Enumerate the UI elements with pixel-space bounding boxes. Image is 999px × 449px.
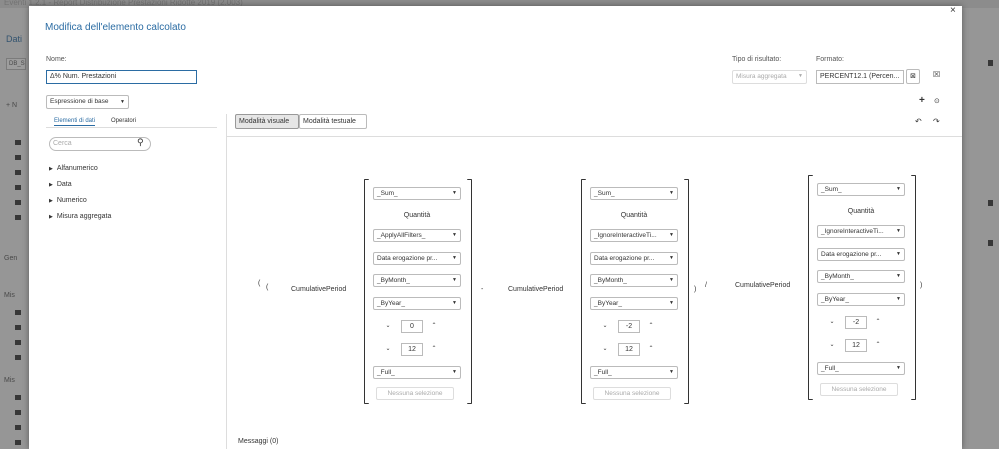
- close-icon[interactable]: ×: [950, 5, 956, 16]
- filter-select-value: _IgnoreInteractiveTi...: [594, 232, 657, 239]
- measure-label[interactable]: Quantità: [403, 212, 431, 219]
- scope-select[interactable]: [373, 366, 461, 379]
- chevron-down-icon: ▼: [669, 190, 674, 196]
- expression-type-value: Espressione di base: [50, 98, 109, 105]
- tab-visual-mode[interactable]: Modalità visuale: [235, 114, 299, 129]
- filter-select[interactable]: [817, 225, 905, 238]
- aggregation-select[interactable]: [373, 187, 461, 200]
- tree-item-date[interactable]: [49, 181, 72, 188]
- operator-divide[interactable]: /: [705, 282, 707, 289]
- offset-stepper-value[interactable]: -2: [618, 320, 640, 333]
- aggregation-select-value: _Sum_: [821, 186, 842, 193]
- chevron-down-icon: ▼: [798, 73, 803, 79]
- increment-icon[interactable]: ⌃: [875, 342, 881, 348]
- filter-select-value: _IgnoreInteractiveTi...: [821, 228, 884, 235]
- no-selection-field[interactable]: Nessuna selezione: [820, 383, 898, 396]
- period-select-value: _ByMonth_: [821, 273, 854, 280]
- aggregation-select-value: _Sum_: [594, 190, 615, 197]
- decrement-icon[interactable]: ⌄: [829, 342, 835, 348]
- edit-calculated-item-dialog: [29, 6, 962, 449]
- chevron-down-icon: ▼: [452, 300, 457, 306]
- chevron-down-icon: ▼: [896, 186, 901, 192]
- date-item-select[interactable]: [817, 248, 905, 261]
- expand-icon: ▶: [49, 166, 53, 172]
- info-icon[interactable]: ⊙: [934, 98, 940, 105]
- offset-stepper: [827, 316, 897, 329]
- increment-icon[interactable]: ⌃: [648, 323, 654, 329]
- year-select-value: _ByYear_: [821, 296, 849, 303]
- period-select[interactable]: [373, 274, 461, 287]
- undo-icon[interactable]: ↶: [915, 117, 922, 126]
- dialog-title: Modifica dell'elemento calcolato: [45, 22, 186, 33]
- bracket-left: [581, 179, 586, 404]
- tree-item-aggregate-measure[interactable]: [49, 213, 111, 220]
- scope-select-value: _Full_: [377, 369, 395, 376]
- tree-item-label: Misura aggregata: [56, 213, 112, 220]
- period-select-value: _ByMonth_: [377, 277, 410, 284]
- year-select[interactable]: [590, 297, 678, 310]
- search-placeholder: Cerca: [53, 140, 72, 147]
- no-selection-field[interactable]: Nessuna selezione: [593, 387, 671, 400]
- filter-select[interactable]: [373, 229, 461, 242]
- bracket-right: [911, 175, 916, 400]
- aggregation-select[interactable]: [590, 187, 678, 200]
- redo-icon[interactable]: ↷: [933, 117, 940, 126]
- decrement-icon[interactable]: ⌄: [829, 319, 835, 325]
- chevron-down-icon: ▼: [452, 277, 457, 283]
- add-icon[interactable]: +: [919, 95, 925, 106]
- chevron-down-icon: ▼: [896, 273, 901, 279]
- measure-label[interactable]: Quantità: [620, 212, 648, 219]
- scope-select[interactable]: [590, 366, 678, 379]
- chevron-down-icon: ▼: [669, 255, 674, 261]
- year-select[interactable]: [373, 297, 461, 310]
- tab-data-items[interactable]: Elementi di dati: [54, 118, 96, 124]
- date-item-select-value: Data erogazione pr...: [821, 251, 882, 258]
- tree-item-numeric[interactable]: [49, 197, 87, 204]
- count-stepper: [600, 343, 670, 356]
- expand-icon: ▶: [49, 198, 53, 204]
- bracket-left: [808, 175, 813, 400]
- offset-stepper-value[interactable]: 0: [401, 320, 423, 333]
- panel-divider: [226, 114, 227, 449]
- operator-open-paren[interactable]: (: [258, 280, 261, 287]
- increment-icon[interactable]: ⌃: [875, 319, 881, 325]
- tab-text-mode[interactable]: Modalità testuale: [299, 114, 367, 129]
- aggregation-select-value: _Sum_: [377, 190, 398, 197]
- chevron-down-icon: ▼: [452, 369, 457, 375]
- chevron-down-icon: ▼: [669, 232, 674, 238]
- decrement-icon[interactable]: ⌄: [385, 323, 391, 329]
- offset-stepper-value[interactable]: -2: [845, 316, 867, 329]
- result-type-label: Tipo di risultato:: [732, 56, 782, 63]
- period-select[interactable]: [817, 270, 905, 283]
- result-type-value: Misura aggregata: [736, 73, 787, 80]
- chevron-down-icon: ▼: [896, 228, 901, 234]
- messages-label-text: Messaggi (0): [238, 438, 279, 445]
- result-type-select[interactable]: [732, 70, 807, 84]
- tab-divider: [46, 127, 217, 128]
- year-select-value: _ByYear_: [377, 300, 405, 307]
- tree-item-alphanumeric[interactable]: [49, 165, 98, 172]
- count-stepper-value[interactable]: 12: [618, 343, 640, 356]
- chevron-down-icon: ▼: [452, 232, 457, 238]
- canvas-top-divider: [227, 136, 962, 137]
- function-name-cumulative-period[interactable]: CumulativePeriod: [508, 286, 564, 293]
- chevron-down-icon: ▼: [669, 277, 674, 283]
- expression-type-select[interactable]: [46, 95, 129, 109]
- bracket-right: [467, 179, 472, 404]
- operator-minus[interactable]: -: [481, 286, 484, 293]
- expand-icon: ▶: [49, 182, 53, 188]
- expand-icon: ▶: [49, 214, 53, 220]
- operator-close-paren-2[interactable]: ): [920, 282, 923, 289]
- period-select-value: _ByMonth_: [594, 277, 627, 284]
- function-name-cumulative-period[interactable]: CumulativePeriod: [291, 286, 347, 293]
- search-icon[interactable]: ⚲: [137, 137, 144, 147]
- name-input[interactable]: Δ% Num. Prestazioni: [46, 70, 197, 84]
- date-item-select-value: Data erogazione pr...: [594, 255, 655, 262]
- offset-stepper: [383, 320, 453, 333]
- count-stepper-value[interactable]: 12: [845, 339, 867, 352]
- increment-icon[interactable]: ⌃: [431, 346, 437, 352]
- measure-label[interactable]: Quantità: [847, 208, 875, 215]
- chevron-down-icon: ▼: [120, 99, 125, 105]
- count-stepper: [383, 343, 453, 356]
- year-select-value: _ByYear_: [594, 300, 622, 307]
- chevron-down-icon: ▼: [669, 369, 674, 375]
- count-stepper: [827, 339, 897, 352]
- aggregation-select[interactable]: [817, 183, 905, 196]
- format-label: Formato:: [816, 56, 845, 63]
- operator-close-paren[interactable]: ): [694, 286, 697, 293]
- chevron-down-icon: ▼: [452, 255, 457, 261]
- scope-select-value: _Full_: [821, 365, 839, 372]
- year-select[interactable]: [817, 293, 905, 306]
- date-item-select[interactable]: [590, 252, 678, 265]
- no-selection-field[interactable]: Nessuna selezione: [376, 387, 454, 400]
- date-item-select[interactable]: [373, 252, 461, 265]
- decrement-icon[interactable]: ⌄: [602, 346, 608, 352]
- tree-item-label: Alfanumerico: [56, 165, 98, 172]
- chevron-down-icon: ▼: [452, 190, 457, 196]
- bracket-right: [684, 179, 689, 404]
- scope-select-value: _Full_: [594, 369, 612, 376]
- date-item-select-value: Data erogazione pr...: [377, 255, 438, 262]
- format-browse-button[interactable]: [906, 69, 920, 84]
- chevron-down-icon: ▼: [669, 300, 674, 306]
- bracket-left: [364, 179, 369, 404]
- operator-open-paren-2[interactable]: (: [266, 284, 269, 291]
- filter-select[interactable]: [590, 229, 678, 242]
- tree-item-label: Numerico: [56, 197, 87, 204]
- count-stepper-value[interactable]: 12: [401, 343, 423, 356]
- search-input[interactable]: [49, 137, 151, 151]
- offset-stepper: [600, 320, 670, 333]
- format-input[interactable]: PERCENT12.1 (Percen...: [816, 70, 904, 84]
- period-select[interactable]: [590, 274, 678, 287]
- increment-icon[interactable]: ⌃: [648, 346, 654, 352]
- tree-item-label: Data: [56, 181, 72, 188]
- increment-icon[interactable]: ⌃: [431, 323, 437, 329]
- chevron-down-icon: ▼: [896, 296, 901, 302]
- decrement-icon[interactable]: ⌄: [602, 323, 608, 329]
- function-name-cumulative-period[interactable]: CumulativePeriod: [735, 282, 791, 289]
- tab-operators[interactable]: Operatori: [111, 118, 137, 124]
- format-browse-icon: ⊠: [910, 73, 916, 80]
- filter-select-value: _ApplyAllFilters_: [377, 232, 426, 239]
- name-label: Nome:: [46, 56, 67, 63]
- decrement-icon[interactable]: ⌄: [385, 346, 391, 352]
- format-clear-icon[interactable]: ☒: [933, 70, 941, 79]
- chevron-down-icon: ▼: [896, 251, 901, 257]
- chevron-down-icon: ▼: [896, 365, 901, 371]
- scope-select[interactable]: [817, 362, 905, 375]
